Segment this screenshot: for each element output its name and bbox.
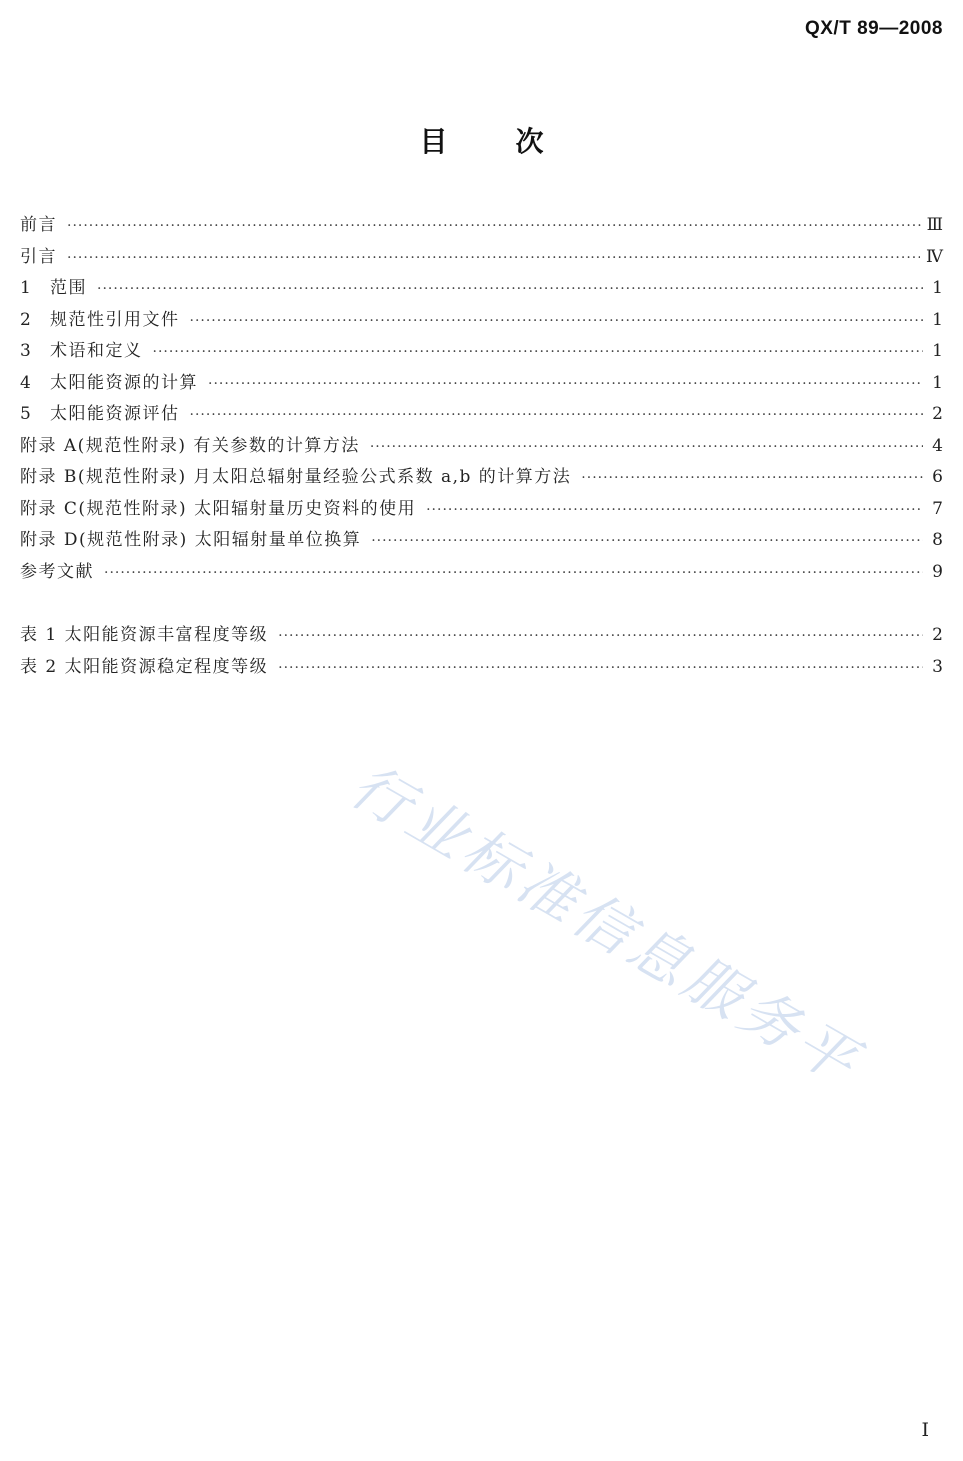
toc-entry-label: 表 2 太阳能资源稳定程度等级 <box>20 656 269 677</box>
page-title <box>0 120 963 160</box>
toc-entry-page: 8 <box>932 530 943 550</box>
toc-entry-page: 3 <box>932 656 943 677</box>
toc-entry-label: 参考文献 <box>20 561 94 582</box>
toc-entry-terms-definitions[interactable] <box>20 336 943 368</box>
toc-entry-number: 2 <box>20 309 33 330</box>
toc-entry-label <box>20 273 87 305</box>
toc-entry-page: 2 <box>932 404 943 424</box>
toc-entry-label: 附录 A(规范性附录) 有关参数的计算方法 <box>20 435 360 456</box>
toc-leader-dots <box>208 368 923 401</box>
toc-entry-text: 术语和定义 <box>50 341 143 361</box>
toc-entry-normative-references[interactable] <box>20 305 943 337</box>
toc-entry-page: 1 <box>932 278 943 298</box>
toc-entry-number: 5 <box>20 404 33 424</box>
toc-leader-dots <box>67 210 921 243</box>
toc-entry-annex-c[interactable] <box>20 494 943 526</box>
toc-entry-number: 1 <box>20 278 33 298</box>
toc-leader-dots <box>278 652 923 685</box>
toc-entry-page: 9 <box>932 561 943 582</box>
table-of-contents <box>20 210 943 683</box>
toc-leader-dots <box>278 620 923 653</box>
toc-entry-label: 附录 D(规范性附录) 太阳辐射量单位换算 <box>20 530 362 550</box>
toc-entry-annex-a[interactable] <box>20 431 943 463</box>
toc-entry-label: 附录 B(规范性附录) 月太阳总辐射量经验公式系数 a,b 的计算方法 <box>20 467 572 487</box>
toc-entry-annex-b[interactable] <box>20 462 943 494</box>
toc-entry-page: 1 <box>932 309 943 330</box>
toc-entry-page: 1 <box>932 341 943 361</box>
toc-entry-label <box>20 336 143 368</box>
toc-leader-dots <box>426 494 923 527</box>
toc-entry-label: 前言 <box>20 215 57 235</box>
toc-entry-text: 范围 <box>50 278 87 298</box>
toc-entry-scope[interactable] <box>20 273 943 305</box>
title-char-1: 目 <box>419 125 448 158</box>
toc-leader-dots <box>371 525 923 558</box>
toc-entry-label <box>20 305 180 337</box>
toc-entry-page: 4 <box>932 435 943 456</box>
toc-entry-bibliography[interactable] <box>20 557 943 589</box>
toc-leader-dots <box>153 336 924 369</box>
toc-entry-label: 引言 <box>20 246 57 267</box>
toc-entry-label <box>20 399 180 431</box>
toc-entry-text: 规范性引用文件 <box>50 309 180 330</box>
watermark-text: 行业标准信息服务平 <box>339 751 873 1099</box>
toc-entry-text: 太阳能资源的计算 <box>50 372 198 393</box>
toc-entry-number: 3 <box>20 341 33 361</box>
toc-entry-number: 4 <box>20 372 33 393</box>
toc-entry-page: Ⅲ <box>926 215 943 235</box>
toc-leader-dots <box>581 462 923 495</box>
toc-entry-label: 表 1 太阳能资源丰富程度等级 <box>20 625 269 645</box>
page-number: Ⅰ <box>921 1419 929 1441</box>
toc-leader-dots <box>67 242 920 275</box>
toc-leader-dots <box>190 305 924 338</box>
section-spacer <box>20 588 943 620</box>
toc-entry-text: 太阳能资源评估 <box>50 404 180 424</box>
toc-entry-table-1[interactable] <box>20 620 943 652</box>
toc-entry-page: 6 <box>932 467 943 487</box>
toc-entry-page: 7 <box>932 498 943 519</box>
toc-entry-assessment[interactable] <box>20 399 943 431</box>
toc-entry-page: 1 <box>932 372 943 393</box>
toc-entry-introduction[interactable] <box>20 242 943 274</box>
toc-entry-label <box>20 368 198 400</box>
toc-leader-dots <box>190 399 924 432</box>
toc-entry-label: 附录 C(规范性附录) 太阳辐射量历史资料的使用 <box>20 498 417 519</box>
toc-leader-dots <box>370 431 923 464</box>
toc-entry-page: Ⅳ <box>926 246 943 267</box>
standard-code: QX/T 89—2008 <box>804 18 943 39</box>
toc-leader-dots <box>104 557 923 590</box>
toc-entry-calculation[interactable] <box>20 368 943 400</box>
toc-leader-dots <box>97 273 923 306</box>
toc-entry-page: 2 <box>932 625 943 645</box>
toc-entry-foreword[interactable] <box>20 210 943 242</box>
title-char-2: 次 <box>515 125 544 158</box>
toc-entry-table-2[interactable] <box>20 652 943 684</box>
toc-entry-annex-d[interactable] <box>20 525 943 557</box>
